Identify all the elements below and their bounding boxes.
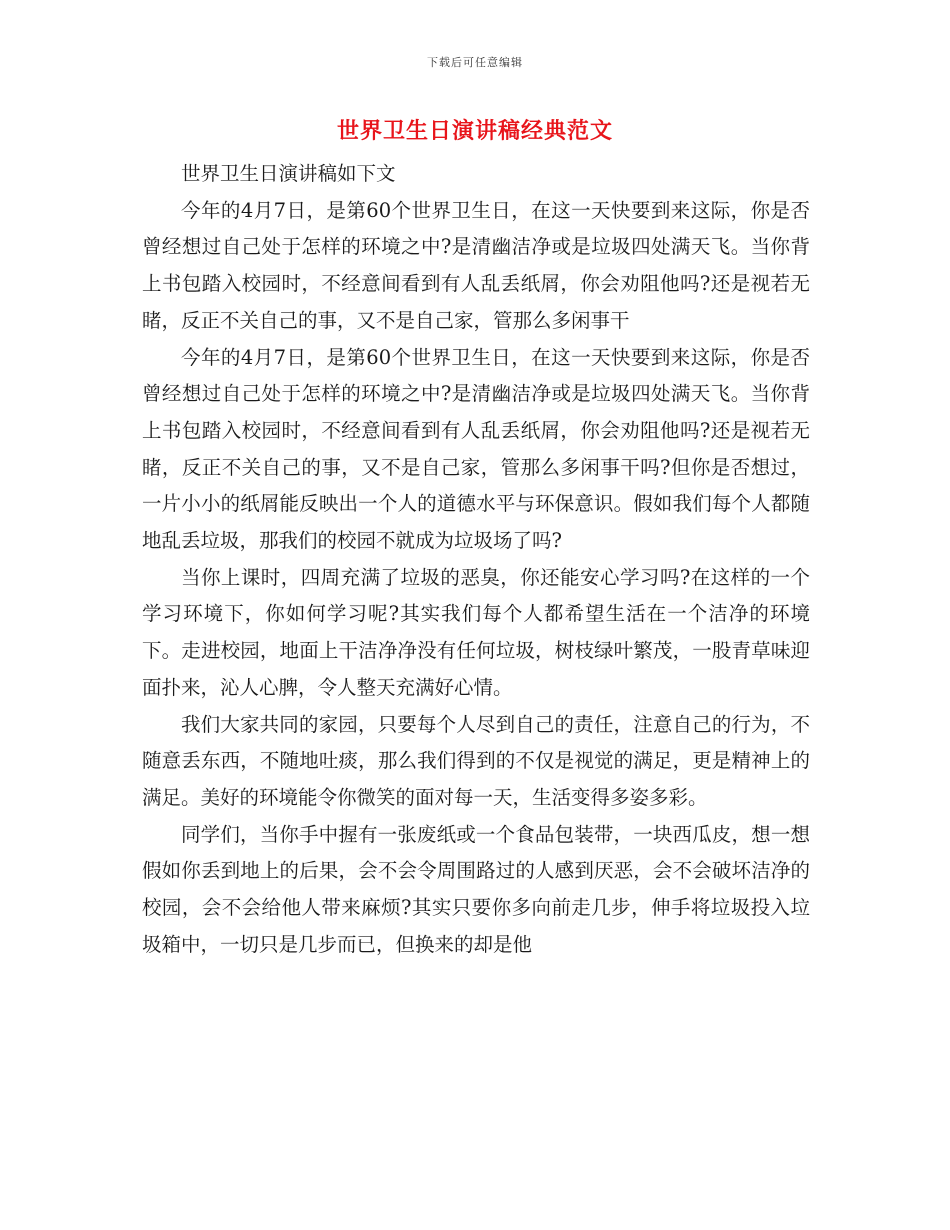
paragraph: 同学们，当你手中握有一张废纸或一个食品包装带，一块西瓜皮，想一想假如你丢到地上的后果，会不会令周围路过的人感到厌恶，会不会破坏洁净的校园，会不会给他人带来麻烦?其实只要你多向前走几步，伸手将垃圾投入垃圾箱中，一切只是几步而已，但换来的却是他 — [142, 822, 810, 956]
document-body — [142, 156, 810, 963]
paragraph: 我们大家共同的家园，只要每个人尽到自己的责任，注意自己的行为，不随意丢东西，不随地吐痰，那么我们得到的不仅是视觉的满足，更是精神上的满足。美好的环境能令你微笑的面对每一天，生活变得多姿多彩。 — [142, 712, 810, 809]
paragraph: 今年的4月7日，是第60个世界卫生日，在这一天快要到来这际，你是否曾经想过自己处于怎样的环境之中?是清幽洁净或是垃圾四处满天飞。当你背上书包踏入校园时，不经意间看到有人乱丢纸屑，你会劝阻他吗?还是视若无睹，反正不关自己的事，又不是自己家，管那么多闲事干 — [142, 198, 810, 332]
document-title: 世界卫生日演讲稿经典范文 — [336, 118, 613, 144]
header-note: 下载后可任意编辑 — [427, 56, 523, 69]
paragraph: 当你上课时，四周充满了垃圾的恶臭，你还能安心学习吗?在这样的一个学习环境下，你如何学习呢?其实我们每个人都希望生活在一个洁净的环境下。走进校园，地面上干洁净净没有任何垃圾，树枝绿叶繁茂，一股青草味迎面扑来，沁人心脾，令人整天充满好心情。 — [142, 565, 810, 699]
paragraph-intro: 世界卫生日演讲稿如下文 — [181, 162, 396, 185]
paragraph: 今年的4月7日，是第60个世界卫生日，在这一天快要到来这际，你是否曾经想过自己处于怎样的环境之中?是清幽洁净或是垃圾四处满天飞。当你背上书包踏入校园时，不经意间看到有人乱丢纸屑，你会劝阻他吗?还是视若无睹，反正不关自己的事，又不是自己家，管那么多闲事干吗?但你是否想过，一片小小的纸屑能反映出一个人的道德水平与环保意识。假如我们每个人都随地乱丢垃圾，那我们的校园不就成为垃圾场了吗? — [142, 345, 810, 553]
